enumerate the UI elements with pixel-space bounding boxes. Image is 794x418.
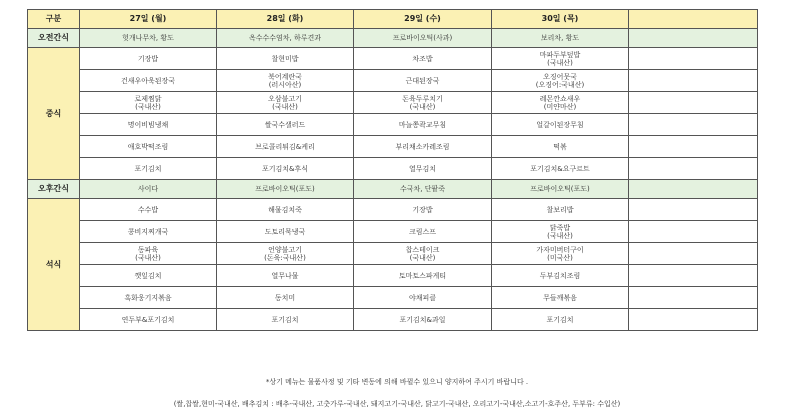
cell-line: 차조밥 (412, 54, 433, 63)
cell-line: 포기김치 (271, 315, 299, 324)
snack-item: 프로바이오틱(사과) (354, 29, 492, 48)
snack-item: 보리차, 황도 (492, 29, 629, 48)
menu-item (354, 221, 492, 243)
dinner-label: 석식 (28, 199, 80, 331)
menu-item (354, 199, 492, 221)
menu-item (217, 92, 354, 114)
cell-line: 브로콜리튀김&케리 (255, 142, 315, 151)
snack-item (629, 29, 758, 48)
dinner-row (28, 265, 758, 287)
header-day: 29일 (수) (354, 10, 492, 29)
menu-item (217, 287, 354, 309)
menu-item (354, 114, 492, 136)
menu-item (354, 309, 492, 331)
menu-item (492, 136, 629, 158)
cell-line: (미국산) (547, 253, 573, 262)
header-category: 구분 (28, 10, 80, 29)
menu-item (354, 48, 492, 70)
cell-line: 포기김치 (546, 315, 574, 324)
morning-snack-label: 오전간식 (28, 29, 80, 48)
lunch-row (28, 70, 758, 92)
cell-line: 해물김치죽 (268, 205, 302, 214)
dinner-row (28, 243, 758, 265)
cell-line: 건새우아욱된장국 (120, 76, 176, 85)
menu-item (492, 309, 629, 331)
cell-line: 돈육두루치기 (402, 94, 443, 103)
menu-item (354, 287, 492, 309)
menu-item (492, 70, 629, 92)
morning-snack-row (28, 29, 758, 48)
cell-line: 쌀국수샐러드 (264, 120, 306, 129)
header-day: 30일 (목) (492, 10, 629, 29)
header-day (629, 10, 758, 29)
cell-line: 콩비지찌개국 (127, 227, 169, 236)
cell-line: 가자미버터구이 (536, 245, 584, 254)
cell-line: 애호박떡조림 (127, 142, 169, 151)
menu-item (629, 158, 758, 180)
cell-line: (미얀마산) (543, 102, 577, 111)
cell-line: (러시아산) (268, 80, 302, 89)
menu-item (492, 287, 629, 309)
menu-change-note: *상기 메뉴는 물품사정 및 기타 변동에 의해 바뀔수 있으니 양지하여 주시기 바랍니다 . (265, 378, 529, 386)
menu-item (80, 243, 217, 265)
menu-item (354, 243, 492, 265)
weekly-menu-table (27, 9, 758, 331)
cell-line: 기장밥 (412, 205, 433, 214)
header-day: 28일 (화) (217, 10, 354, 29)
cell-line: (국내산) (547, 231, 573, 240)
snack-item: 헛개나무차, 황도 (80, 29, 217, 48)
origin-note: (쌀,찹쌀,현미-국내산, 배추김치 : 배추-국내산, 고춧가루-국내산, 돼지고기-국내산, 닭고기-국내산, 오리고기-국내산,소고기-호주산, 두부류: 수입산) (173, 400, 621, 408)
cell-line: 두부김치조림 (539, 271, 581, 280)
menu-item (80, 221, 217, 243)
menu-item (217, 70, 354, 92)
cell-line: 얼갈이된장무침 (536, 120, 584, 129)
cell-line: 레몬깐쇼새우 (539, 94, 581, 103)
cell-line: 찰현미밥 (271, 54, 299, 63)
menu-item (80, 136, 217, 158)
menu-item (80, 287, 217, 309)
menu-item (492, 114, 629, 136)
cell-line: 포기김치&후식 (261, 164, 309, 173)
cell-line: 토마토스파게티 (398, 271, 447, 280)
lunch-row (28, 48, 758, 70)
cell-line: 북어계란국 (268, 72, 302, 81)
snack-item (629, 180, 758, 199)
menu-item (354, 92, 492, 114)
cell-line: 포기김치 (134, 164, 162, 173)
menu-item (354, 265, 492, 287)
snack-item: 수국차, 단팥죽 (354, 180, 492, 199)
lunch-row (28, 158, 758, 180)
menu-item (217, 221, 354, 243)
menu-item (354, 70, 492, 92)
cell-line: 부리채소카레조림 (395, 142, 450, 151)
cell-line: (국내산) (135, 253, 161, 262)
menu-item (354, 136, 492, 158)
cell-line: (돈육:국내산) (264, 253, 306, 262)
menu-item (629, 243, 758, 265)
cell-line: 무들깨볶음 (543, 293, 577, 302)
cell-line: (국내산) (547, 58, 573, 67)
cell-line: 열무김치 (408, 164, 437, 173)
cell-line: 로제찜닭 (134, 94, 162, 103)
menu-item (629, 199, 758, 221)
dinner-row (28, 309, 758, 331)
menu-item (629, 48, 758, 70)
menu-item (629, 92, 758, 114)
menu-item (629, 70, 758, 92)
menu-item (217, 309, 354, 331)
cell-line: 찰보리밥 (546, 205, 574, 214)
menu-item (217, 265, 354, 287)
menu-item (492, 199, 629, 221)
cell-line: (오징어:국내산) (535, 80, 585, 89)
lunch-label: 중식 (28, 48, 80, 180)
menu-item (354, 158, 492, 180)
snack-item: 프로바이오틱(포도) (492, 180, 629, 199)
menu-item (629, 265, 758, 287)
menu-item (217, 114, 354, 136)
menu-item (492, 158, 629, 180)
menu-item (492, 48, 629, 70)
cell-line: 마파두부덮밥 (539, 50, 581, 59)
cell-line: 야채피클 (408, 293, 437, 302)
menu-item (80, 48, 217, 70)
cell-line: 언양불고기 (268, 245, 302, 254)
cell-line: (국내산) (409, 253, 436, 262)
cell-line: (국내산) (272, 102, 298, 111)
menu-item (629, 309, 758, 331)
cell-line: 근대된장국 (405, 76, 440, 85)
snack-item: 사이다 (80, 180, 217, 199)
cell-line: 깻잎김치 (134, 271, 162, 280)
menu-item (492, 92, 629, 114)
menu-item (80, 114, 217, 136)
snack-item: 프로바이오틱(포도) (217, 180, 354, 199)
lunch-row (28, 114, 758, 136)
cell-line: 오징어뭇국 (543, 72, 577, 81)
dinner-row (28, 221, 758, 243)
cell-line: 오삼불고기 (268, 94, 302, 103)
cell-line: 연두부&포기김치 (121, 315, 175, 324)
header-day: 27일 (월) (80, 10, 217, 29)
snack-item: 옥수수수염차, 하루견과 (217, 29, 354, 48)
cell-line: 찹스테이크 (405, 245, 440, 254)
cell-line: (국내산) (409, 102, 436, 111)
cell-line: 크림스프 (408, 227, 437, 236)
menu-item (629, 287, 758, 309)
menu-item (217, 136, 354, 158)
cell-line: 포기김치&요구르트 (530, 164, 590, 173)
menu-item (492, 221, 629, 243)
menu-item (80, 158, 217, 180)
menu-item (217, 158, 354, 180)
menu-item (492, 243, 629, 265)
cell-line: 명이비빔냉채 (127, 120, 169, 129)
menu-item (629, 221, 758, 243)
menu-item (80, 309, 217, 331)
cell-line: 기장밥 (137, 54, 159, 63)
menu-body (28, 29, 758, 331)
header-row (28, 10, 758, 29)
cell-line: 수수밥 (137, 205, 159, 214)
menu-item (80, 92, 217, 114)
dinner-row (28, 287, 758, 309)
dinner-row (28, 199, 758, 221)
menu-item (80, 70, 217, 92)
lunch-row (28, 92, 758, 114)
cell-line: 포기김치&과일 (399, 315, 446, 324)
cell-line: 동치미 (274, 293, 296, 302)
menu-item (80, 265, 217, 287)
menu-item (492, 265, 629, 287)
lunch-row (28, 136, 758, 158)
menu-item (217, 48, 354, 70)
cell-line: 닭죽밥 (549, 223, 571, 232)
menu-item (629, 114, 758, 136)
cell-line: 동파육 (137, 245, 159, 254)
cell-line: 흑화웅기지볶음 (124, 293, 172, 302)
menu-item (217, 199, 354, 221)
menu-item (629, 136, 758, 158)
menu-item (80, 199, 217, 221)
cell-line: 열무나물 (271, 271, 299, 280)
cell-line: 도토리묵냉국 (264, 227, 306, 236)
cell-line: (국내산) (135, 102, 161, 111)
afternoon-snack-label: 오후간식 (28, 180, 80, 199)
cell-line: 마늘쫑곽교무침 (398, 120, 447, 129)
menu-item (217, 243, 354, 265)
cell-line: 떡볶 (553, 142, 567, 151)
afternoon-snack-row (28, 180, 758, 199)
